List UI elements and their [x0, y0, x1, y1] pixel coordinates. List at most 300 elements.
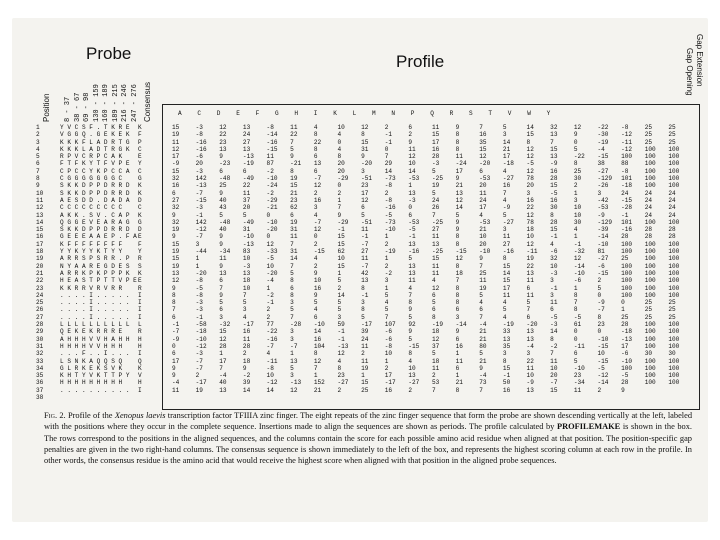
profile-score-cell: 30	[644, 350, 653, 358]
profile-score-cell: 3	[502, 226, 507, 234]
profile-score-cell: -10	[384, 226, 396, 234]
profile-score-cell: 11	[479, 189, 487, 197]
profile-score-cell: -13	[621, 335, 633, 343]
amino-acid-column-header: W	[527, 110, 531, 117]
profile-score-cell: 3	[526, 189, 531, 197]
position-number: 21	[36, 269, 44, 277]
profile-score-cell: 12	[526, 153, 534, 161]
profile-score-cell: 26	[432, 204, 440, 212]
profile-score-cell: 2	[384, 240, 389, 248]
profile-score-cell: -12	[195, 226, 207, 234]
profile-score-cell: -14	[573, 262, 585, 270]
probe-sequence-row: A H H H V V H A H H	[60, 335, 130, 343]
profile-score-cell: 25	[668, 124, 676, 131]
profile-score-cell: 24	[668, 211, 676, 219]
profile-score-cell: 27	[172, 196, 180, 204]
profile-score-cell: 29	[384, 160, 393, 168]
profile-score-cell: 4	[266, 350, 271, 358]
position-number: 8	[36, 175, 40, 183]
amino-acid-column-header: Q	[430, 110, 434, 117]
profile-score-cell: 5	[455, 211, 460, 219]
profile-score-cell: -44	[195, 248, 207, 256]
profile-score-cell: -14	[597, 379, 609, 387]
profile-score-cell: 5	[432, 167, 436, 175]
profile-row	[172, 255, 692, 262]
profile-score-grid	[172, 124, 692, 401]
profile-score-cell: 16	[502, 386, 511, 394]
profile-score-cell: 8	[361, 306, 365, 314]
profile-score-cell: 11	[550, 299, 558, 307]
profile-score-cell: -28	[621, 204, 633, 212]
profile-score-cell: -20	[195, 269, 207, 277]
profile-row	[172, 328, 692, 335]
profile-score-cell: 21	[479, 328, 487, 336]
profile-score-cell: 16	[313, 335, 322, 343]
profile-score-cell: -9	[526, 379, 534, 387]
profile-score-cell: 15	[361, 379, 369, 387]
profile-score-cell: 4	[502, 299, 507, 307]
probe-sequence-row: Y V C S F . T K R E	[60, 124, 130, 131]
profile-score-cell: 11	[526, 364, 534, 372]
profile-score-cell: 5	[313, 299, 318, 307]
probe-sequence-row: S K K D P P D R R D	[60, 189, 130, 197]
probe-sequence-row: K K K F L A D R T G	[60, 138, 130, 146]
profile-score-cell: 40	[219, 226, 227, 234]
profile-score-cell: -5	[597, 364, 605, 372]
profile-score-cell: 9	[455, 124, 460, 131]
profile-score-cell: 5	[219, 211, 223, 219]
profile-score-cell: 3	[502, 350, 507, 358]
profile-score-cell: -15	[597, 357, 609, 365]
profile-score-cell: 5	[290, 269, 294, 277]
profile-score-cell: 80	[479, 342, 487, 350]
profile-score-cell: 0	[266, 233, 271, 241]
profile-score-cell: 77	[266, 321, 274, 329]
profile-score-cell: -20	[361, 160, 373, 168]
profile-score-cell: 15	[526, 131, 534, 139]
profile-score-cell: -8	[621, 167, 629, 175]
profile-row	[172, 277, 692, 284]
profile-score-cell: 9	[408, 328, 413, 336]
profile-score-cell: -12	[621, 145, 633, 153]
profile-score-cell: 30	[573, 218, 582, 226]
profile-score-cell: 8	[290, 291, 294, 299]
probe-sequence-row: Q E K E K R R R E	[60, 328, 123, 336]
profile-score-cell: 8	[337, 364, 342, 372]
profile-score-cell: 2	[384, 364, 389, 372]
profile-score-cell: 100	[644, 277, 656, 285]
position-number: 22	[36, 277, 44, 285]
profile-score-cell: 1	[195, 255, 200, 263]
profile-score-cell: 15	[550, 182, 558, 190]
profile-score-cell: 11	[219, 255, 227, 263]
profile-score-cell: 152	[313, 379, 325, 387]
profile-score-cell: 1	[408, 182, 413, 190]
profile-score-cell: 9	[219, 153, 223, 161]
profile-row	[172, 365, 692, 372]
profile-score-cell: -19	[242, 160, 254, 168]
position-number: 3	[36, 138, 40, 146]
profile-score-cell: 7	[573, 299, 578, 307]
profile-score-cell: 13	[455, 189, 463, 197]
profile-score-cell: 2	[384, 189, 389, 197]
profile-score-cell: 14	[455, 204, 463, 212]
consensus-residue: I	[138, 306, 142, 314]
profile-score-cell: 78	[526, 175, 534, 183]
profile-score-cell: 22	[526, 262, 534, 270]
profile-score-cell: 20	[479, 240, 487, 248]
position-number: 36	[36, 379, 44, 387]
profile-score-cell: 5	[432, 299, 436, 307]
profile-score-cell: -8	[266, 124, 274, 131]
profile-score-cell: 20	[526, 182, 534, 190]
profile-row	[172, 175, 692, 182]
profile-score-cell: -22	[597, 124, 609, 131]
probe-sequence-row: C C C C C C C C C	[60, 204, 123, 212]
profile-score-cell: 100	[668, 218, 680, 226]
probe-sequence-row: . . . . I . . . . .	[60, 306, 130, 314]
profile-row	[172, 292, 692, 299]
profile-score-cell: -129	[597, 175, 613, 183]
profile-score-cell: 7	[242, 291, 247, 299]
profile-score-cell: 78	[526, 218, 534, 226]
profile-score-cell: -2	[266, 167, 274, 175]
profile-score-cell: -11	[621, 138, 633, 146]
probe-range-label: 189 - 215	[111, 84, 120, 122]
profile-score-cell: -8	[384, 182, 393, 190]
profile-score-cell: -7	[195, 364, 203, 372]
profile-score-cell: 2	[195, 372, 200, 380]
profile-score-cell: -9	[502, 204, 511, 212]
profile-score-cell: 15	[479, 145, 487, 153]
profile-score-cell: 4	[242, 313, 247, 321]
profile-score-cell: -1	[337, 328, 345, 336]
profile-score-cell: 1	[195, 262, 200, 270]
profile-row	[172, 343, 692, 350]
profile-score-cell: 62	[337, 248, 345, 256]
profile-row	[172, 153, 692, 160]
profile-score-cell: 27	[502, 240, 511, 248]
profile-score-cell: 17	[172, 153, 180, 161]
profile-score-cell: 11	[432, 124, 440, 131]
profile-score-cell: 13	[242, 269, 251, 277]
profile-score-cell: -3	[408, 196, 416, 204]
profile-score-cell: 12	[479, 153, 487, 161]
consensus-residue: D	[138, 196, 142, 204]
profile-score-cell: -1	[550, 284, 558, 292]
probe-range-label: 247 - 276	[130, 84, 139, 122]
profile-score-cell: 4	[313, 306, 318, 314]
consensus-residue: F	[138, 240, 142, 248]
figure-caption	[44, 410, 692, 466]
profile-score-cell: 11	[502, 233, 511, 241]
paper-page	[12, 18, 708, 522]
profile-score-cell: 7	[502, 189, 507, 197]
consensus-residue: K	[138, 269, 142, 277]
profile-score-cell: 6	[432, 291, 436, 299]
profile-score-cell: 8	[290, 167, 294, 175]
amino-acid-header	[172, 110, 692, 120]
profile-score-cell: 4	[313, 211, 318, 219]
profile-score-cell: 6	[313, 167, 318, 175]
profile-score-cell: 13	[172, 269, 180, 277]
position-number: 13	[36, 211, 44, 219]
profile-score-cell: 12	[526, 167, 534, 175]
profile-score-cell: 15	[432, 255, 440, 263]
profile-score-cell: 0	[408, 204, 413, 212]
profile-score-cell: 3	[361, 167, 365, 175]
profile-score-cell: 8	[455, 386, 460, 394]
profile-score-cell: 3	[313, 204, 318, 212]
caption-text-1: Profile of the	[67, 411, 113, 420]
profile-score-cell: 9	[172, 372, 176, 380]
profile-score-cell: 32	[172, 218, 180, 226]
profile-score-cell: 28	[668, 233, 676, 241]
profile-score-cell: 28	[668, 226, 676, 234]
profile-score-cell: 8	[455, 233, 460, 241]
profile-score-cell: -16	[195, 145, 207, 153]
profile-score-cell: -13	[242, 240, 254, 248]
profile-score-cell: 100	[644, 291, 656, 299]
probe-sequence-row: A K K . S V . C A P	[60, 211, 130, 219]
profile-score-cell: 21	[290, 189, 298, 197]
profile-score-cell: 14	[550, 328, 558, 336]
profile-score-cell: -1	[384, 138, 393, 146]
profile-score-cell: 8	[313, 350, 318, 358]
profile-score-cell: 1	[266, 284, 271, 292]
profile-score-cell: -49	[242, 175, 254, 183]
profile-score-cell: 9	[219, 189, 223, 197]
profile-score-cell: 13	[408, 269, 416, 277]
consensus-residue: S	[138, 262, 142, 270]
profile-score-cell: 24	[644, 189, 653, 197]
profile-score-cell: 104	[313, 342, 325, 350]
profile-score-cell: 32	[172, 204, 180, 212]
profile-score-cell: 100	[621, 269, 633, 277]
profile-row	[172, 379, 692, 386]
profile-score-cell: -1	[172, 321, 180, 329]
profile-score-cell: 100	[621, 284, 633, 292]
probe-sequence-row: K K R R V R V R R	[60, 284, 123, 292]
profile-score-cell: 13	[550, 131, 558, 139]
profile-score-cell: 11	[526, 277, 534, 285]
profile-score-cell: 100	[668, 277, 680, 285]
profile-score-cell: 4	[408, 284, 413, 292]
profile-score-cell: -12	[266, 379, 278, 387]
consensus-residue: I	[138, 386, 142, 394]
profile-score-cell: 88	[621, 160, 629, 168]
probe-range-label: 160 - 189	[102, 84, 110, 122]
profile-score-cell: 100	[644, 321, 656, 329]
profile-score-cell: 13	[432, 240, 440, 248]
profile-score-cell: -20	[526, 321, 538, 329]
profile-score-cell: 13	[361, 277, 369, 285]
profile-score-cell: -14	[266, 131, 278, 139]
profile-score-cell: 8	[455, 131, 460, 139]
profile-score-cell: 7	[550, 138, 554, 146]
profile-score-cell: 39	[361, 328, 369, 336]
probe-sequence-row: L S N K A Q Q S Q	[60, 357, 123, 365]
profile-score-cell: 142	[195, 175, 207, 183]
profile-score-cell: -19	[597, 138, 609, 146]
profile-score-cell: 27	[432, 226, 440, 234]
profile-score-cell: 3	[290, 328, 294, 336]
profile-score-cell: -3	[242, 262, 251, 270]
profile-score-cell: 31	[242, 226, 251, 234]
profile-score-cell: 15	[550, 226, 558, 234]
profile-score-cell: 39	[242, 379, 251, 387]
profile-score-cell: 4	[479, 211, 483, 219]
probe-range-label: 69 - 98	[83, 92, 91, 122]
profile-score-cell: 6	[408, 124, 413, 131]
profile-score-cell: 5	[432, 350, 436, 358]
profile-score-cell: 10	[266, 372, 274, 380]
profile-score-cell: 7	[290, 313, 294, 321]
profile-score-cell: 100	[644, 160, 656, 168]
profile-score-cell: 2	[408, 131, 413, 139]
profile-score-cell: 6	[172, 313, 176, 321]
profile-score-cell: 14	[502, 138, 511, 146]
profile-score-cell: 7	[384, 153, 389, 161]
profile-row	[172, 270, 692, 277]
profile-score-cell: -1	[408, 233, 416, 241]
profile-score-cell: 1	[621, 306, 625, 314]
profile-score-cell: -15	[597, 269, 609, 277]
profile-score-cell: -6	[384, 335, 393, 343]
profile-score-cell: 22	[290, 131, 298, 139]
profile-score-cell: -13	[290, 379, 302, 387]
profile-score-cell: 8	[455, 299, 460, 307]
profile-score-cell: 2	[597, 386, 602, 394]
profile-score-cell: -9	[597, 211, 605, 219]
profile-score-cell: -11	[573, 342, 585, 350]
profile-score-cell: 100	[621, 277, 633, 285]
gap-opening-label: Gap Opening	[685, 48, 694, 96]
profile-score-cell: 4	[479, 299, 483, 307]
profile-score-cell: 16	[550, 196, 558, 204]
profile-score-cell: -48	[219, 175, 231, 183]
profile-score-cell: 100	[668, 291, 680, 299]
profile-score-cell: 4	[502, 196, 507, 204]
profile-score-cell: 9	[408, 306, 413, 314]
profile-score-cell: 100	[668, 145, 680, 153]
profile-score-cell: 42	[361, 269, 369, 277]
profile-score-cell: 5	[290, 145, 294, 153]
profile-score-cell: -16	[621, 226, 633, 234]
profile-score-cell: 11	[455, 153, 463, 161]
profile-score-cell: 35	[502, 342, 511, 350]
profile-score-cell: 5	[290, 306, 294, 314]
consensus-residue: H	[138, 342, 142, 350]
profile-score-cell: 16	[550, 167, 558, 175]
profile-score-cell: 2	[266, 306, 271, 314]
profile-row	[172, 160, 692, 167]
profile-score-cell: 35	[479, 138, 487, 146]
profile-score-cell: 5	[408, 313, 413, 321]
profile-score-cell: -17	[195, 379, 207, 387]
profile-score-cell: -24	[455, 160, 467, 168]
profile-row	[172, 314, 692, 321]
amino-acid-column-header: S	[469, 110, 473, 117]
profile-score-cell: 17	[479, 204, 487, 212]
profile-score-cell: 100	[668, 328, 680, 336]
position-number: 34	[36, 364, 44, 372]
profile-score-cell: 11	[242, 189, 251, 197]
position-number: 29	[36, 328, 44, 336]
position-number: 11	[36, 196, 44, 204]
profile-score-cell: 5	[219, 299, 223, 307]
profile-score-cell: 87	[266, 160, 274, 168]
profile-score-cell: 27	[242, 138, 251, 146]
consensus-residue: H	[138, 335, 142, 343]
profile-score-cell: 11	[266, 153, 274, 161]
profile-score-cell: 31	[361, 145, 369, 153]
profile-score-cell: 17	[219, 357, 227, 365]
profile-score-cell: 10	[573, 204, 582, 212]
profile-score-cell: -3	[432, 160, 440, 168]
position-number: 37	[36, 386, 44, 394]
consensus-residue: E	[138, 233, 142, 241]
profile-score-cell: 6	[313, 313, 318, 321]
profile-score-cell: 8	[361, 284, 365, 292]
position-number: 9	[36, 182, 40, 190]
profile-title: Profile	[396, 52, 445, 71]
profile-score-cell: 11	[172, 138, 180, 146]
profile-score-cell: -8	[384, 196, 393, 204]
position-number: 27	[36, 313, 44, 321]
profile-score-cell: 6	[455, 306, 460, 314]
profile-score-cell: 11	[455, 357, 463, 365]
profile-score-cell: -7	[195, 233, 203, 241]
profile-score-cell: -1	[573, 240, 582, 248]
profile-score-cell: 12	[455, 196, 463, 204]
profile-score-cell: 24	[242, 131, 251, 139]
profile-score-cell: -3	[195, 167, 203, 175]
position-number: 33	[36, 357, 44, 365]
profile-score-cell: -9	[597, 299, 605, 307]
profile-score-cell: 100	[644, 240, 656, 248]
profile-score-cell: 9	[408, 138, 413, 146]
profile-score-cell: 40	[219, 196, 227, 204]
position-number: 30	[36, 335, 44, 343]
profile-score-cell: 19	[432, 182, 440, 190]
profile-score-cell: 20	[337, 160, 345, 168]
position-number: 20	[36, 262, 44, 270]
profile-score-cell: -4	[479, 372, 487, 380]
profile-score-cell: 3	[290, 335, 294, 343]
position-number: 2	[36, 131, 40, 139]
profile-score-cell: 14	[408, 167, 416, 175]
profile-score-cell: 5	[432, 189, 436, 197]
profile-score-cell: 25	[361, 386, 369, 394]
profile-score-cell: 12	[313, 182, 322, 190]
probe-sequence-row: R P V C R P C A K	[60, 153, 123, 161]
amino-acid-column-header: E	[236, 110, 240, 117]
profile-score-cell: 31	[290, 248, 298, 256]
profile-score-cell: 13	[526, 269, 534, 277]
profile-score-cell: 10	[550, 364, 558, 372]
profile-row	[172, 139, 692, 146]
profile-score-cell: 4	[313, 124, 318, 131]
profile-score-cell: 2	[408, 386, 413, 394]
probe-sequence-row: C G G G G G G G C	[60, 175, 123, 183]
profile-score-cell: 3	[550, 277, 554, 285]
consensus-residue: R	[138, 328, 142, 336]
profile-score-cell: -5	[550, 313, 558, 321]
profile-score-cell: 9	[313, 269, 318, 277]
amino-acid-column-header: I	[313, 110, 318, 117]
profile-score-cell: 100	[668, 269, 680, 277]
